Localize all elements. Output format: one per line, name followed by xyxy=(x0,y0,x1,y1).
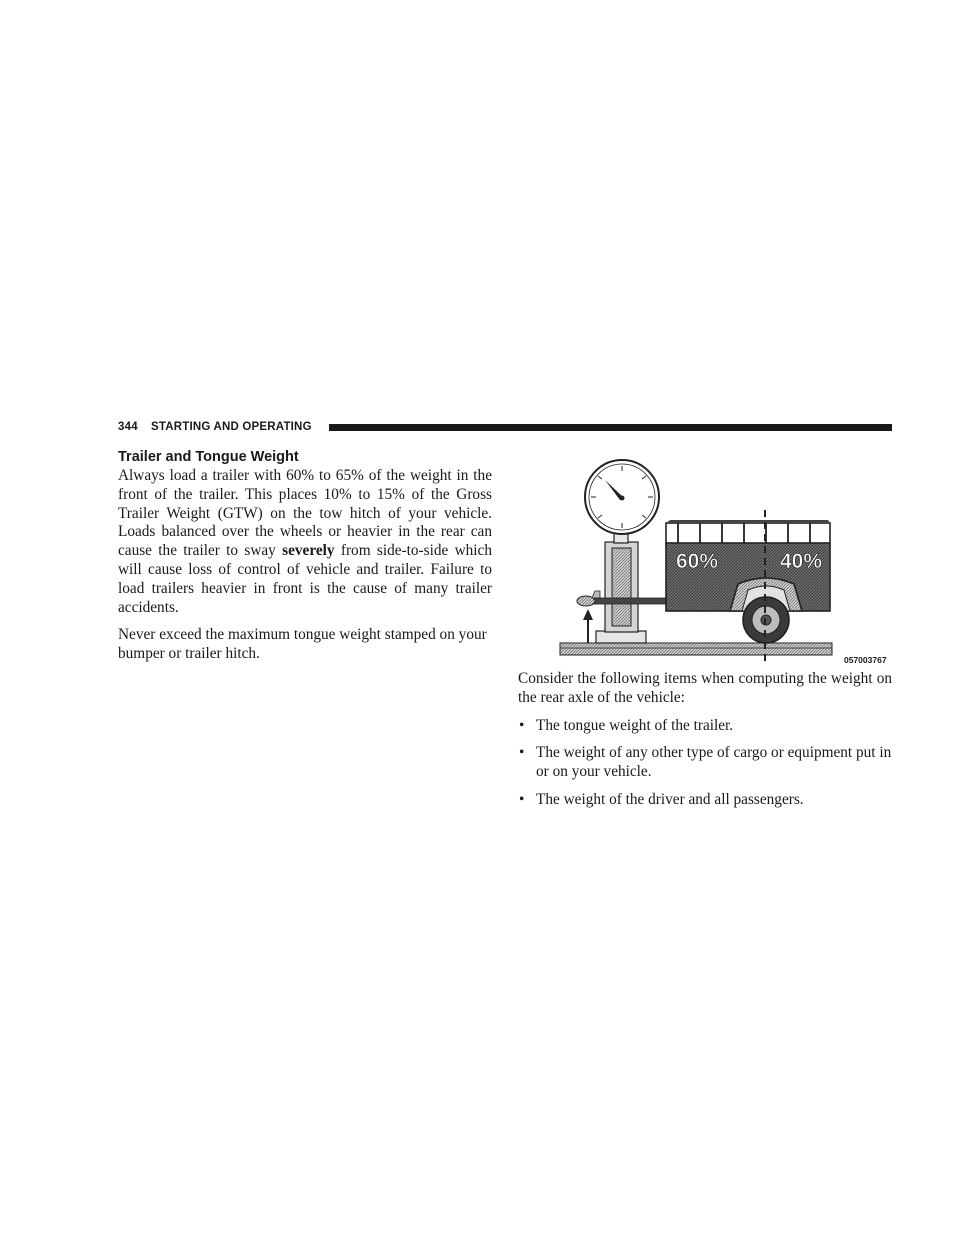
paragraph-loading xyxy=(118,467,492,617)
left-column xyxy=(118,467,492,673)
bullet-icon: • xyxy=(519,790,525,808)
list-item xyxy=(518,717,892,736)
figure-code: 057003767 xyxy=(844,655,887,665)
list-item-text: The tongue weight of the trailer. xyxy=(536,716,734,734)
list-item xyxy=(518,791,892,810)
bullet-icon: • xyxy=(519,744,525,762)
bullet-icon: • xyxy=(519,716,525,734)
emphasis-text: severely xyxy=(282,542,335,560)
header-rule xyxy=(329,424,892,431)
tongue-bar xyxy=(592,598,668,604)
list-item-text: The weight of the driver and all passengers. xyxy=(536,790,804,808)
section-heading: Trailer and Tongue Weight xyxy=(118,449,299,465)
trailer-scale-diagram xyxy=(558,458,892,668)
ground-strip xyxy=(560,643,832,655)
bullet-list xyxy=(518,717,892,810)
list-item-text: The weight of any other type of cargo or equipment put in or on your vehicle. xyxy=(536,744,892,781)
paragraph-text: Always load a trailer with 60% to 65% of the weight in the front of the trailer. This places 10% to 15% of the Gross Trailer Weight (GTW) on the tow hitch of your vehicle. Loads balanced over the wheels or heavier in the rear can cause the trailer to sway xyxy=(118,467,492,560)
front-weight-label: 60% xyxy=(676,550,719,573)
intro-paragraph: Consider the following items when computing the weight on the rear axle of the vehicle: xyxy=(518,670,892,706)
page-header xyxy=(118,419,892,437)
scale-base xyxy=(596,631,646,643)
rear-weight-label: 40% xyxy=(780,550,823,573)
page-number: 344 xyxy=(118,421,138,433)
trailer-weight-illustration xyxy=(558,458,892,668)
section-title: STARTING AND OPERATING xyxy=(151,421,312,433)
trailer-rail xyxy=(666,523,830,545)
paragraph-tongue-weight: Never exceed the maximum tongue weight stamped on your bumper or trailer hitch. xyxy=(118,626,487,663)
list-item xyxy=(518,744,892,782)
right-column xyxy=(518,670,892,819)
paragraph-text: from side-to-side which will cause loss of control of vehicle and trailer. Failure to load trailers heavier in front is the cause of many trailer accidents. xyxy=(118,542,492,616)
